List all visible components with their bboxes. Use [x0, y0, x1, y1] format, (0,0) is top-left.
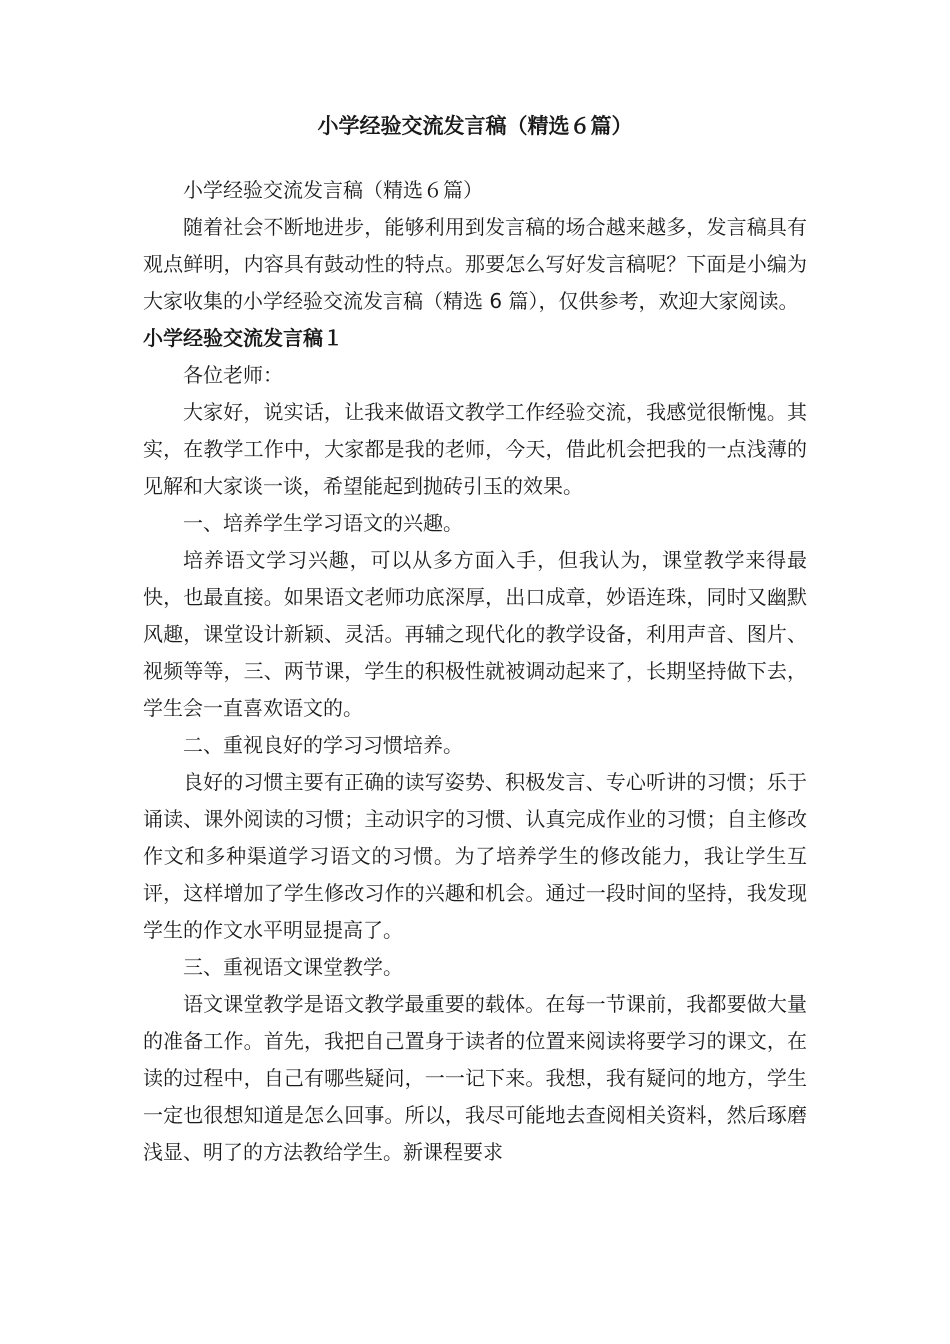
point-text-1: 培养语文学习兴趣，可以从多方面入手，但我认为，课堂教学来得最快，也最直接。如果语文老师功底深厚，出口成章，妙语连珠，同时又幽默风趣，课堂设计新颖、灵活。再辅之现代化的教学设备，利用声音、图片、视频等等，三、两节课，学生的积极性就被调动起来了，长期坚持做下去，学生会一直喜欢语文的。 — [143, 548, 807, 720]
document-subtitle: 小学经验交流发言稿（精选６篇） — [183, 178, 483, 202]
salutation: 各位老师： — [183, 363, 283, 387]
point-text-3: 语文课堂教学是语文教学最重要的载体。在每一节课前，我都要做大量的准备工作。首先，我把自己置身于读者的位置来阅读将要学习的课文，在读的过程中，自己有哪些疑问，一一记下来。我想，我有疑问的地方，学生一定也很想知道是怎么回事。所以，我尽可能地去查阅相关资料，然后琢磨浅显、明了的方法教给学生。新课程要求 — [143, 992, 807, 1164]
intro-paragraph: 随着社会不断地进步，能够利用到发言稿的场合越来越多，发言稿具有观点鲜明，内容具有鼓动性的特点。那要怎么写好发言稿呢？下面是小编为大家收集的小学经验交流发言稿（精选 6 篇），仅供参考，欢迎大家阅读。 — [143, 215, 807, 313]
document-body — [143, 172, 807, 1171]
point-title-2: 二、重视良好的学习习惯培养。 — [183, 733, 463, 757]
section-heading-1: 小学经验交流发言稿１ — [143, 326, 343, 350]
point-title-3: 三、重视语文课堂教学。 — [183, 955, 403, 979]
point-text-2: 良好的习惯主要有正确的读写姿势、积极发言、专心听讲的习惯；乐于诵读、课外阅读的习惯；主动识字的习惯、认真完成作业的习惯；自主修改作文和多种渠道学习语文的习惯。为了培养学生的修改能力，我让学生互评，这样增加了学生修改习作的兴趣和机会。通过一段时间的坚持，我发现学生的作文水平明显提高了。 — [143, 770, 807, 942]
point-title-1: 一、培养学生学习语文的兴趣。 — [183, 511, 463, 535]
document-title: 小学经验交流发言稿（精选６篇） — [317, 114, 633, 138]
paragraph-opening: 大家好，说实话，让我来做语文教学工作经验交流，我感觉很惭愧。其实，在教学工作中，大家都是我的老师，今天，借此机会把我的一点浅薄的见解和大家谈一谈，希望能起到抛砖引玉的效果。 — [143, 400, 807, 498]
